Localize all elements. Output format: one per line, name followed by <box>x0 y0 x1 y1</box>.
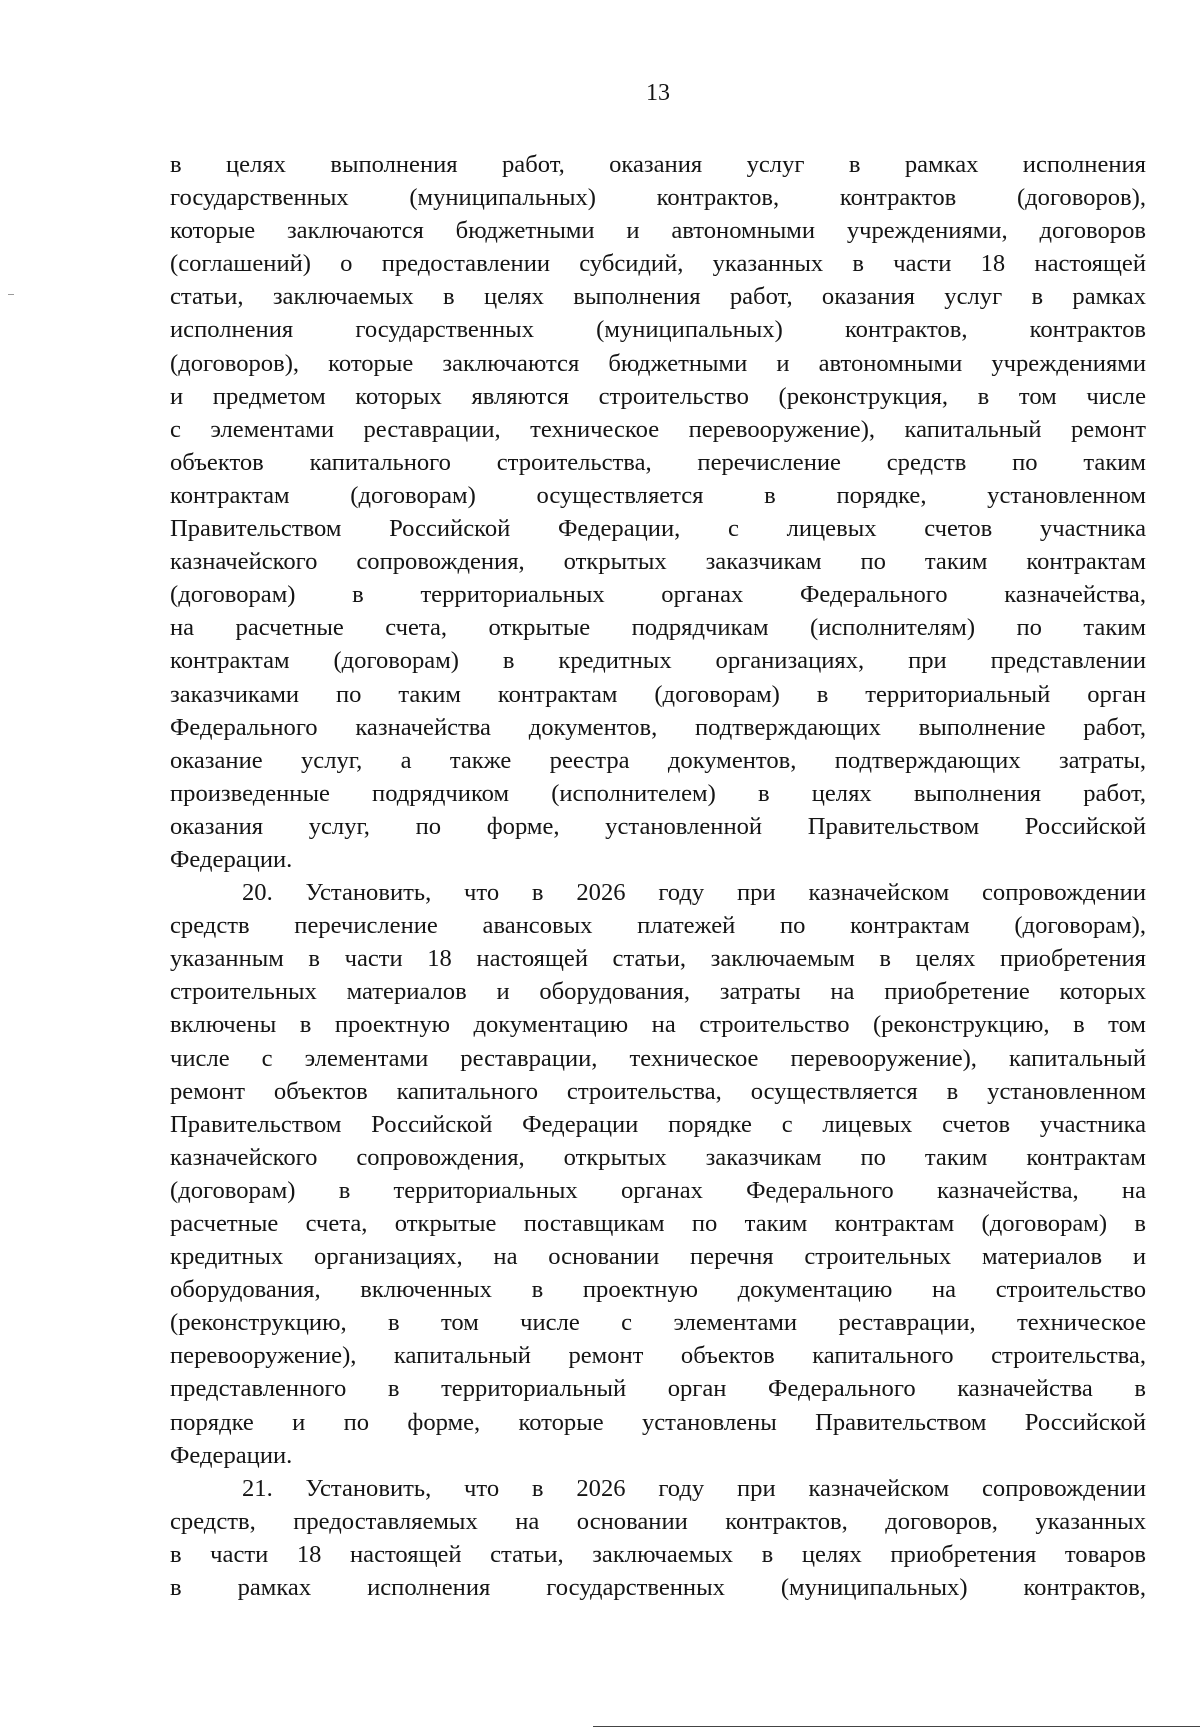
body-line: средств перечисление авансовых платежей по контрактам (договорам), <box>170 912 1146 940</box>
body-line: кредитных организациях, на основании перечня строительных материалов и <box>170 1243 1146 1271</box>
body-line: перевооружение), капитальный ремонт объектов капитального строительства, <box>170 1342 1146 1370</box>
body-line: включены в проектную документацию на строительство (реконструкцию, в том <box>170 1011 1146 1039</box>
body-line: (соглашений) о предоставлении субсидий, указанных в части 18 настоящей <box>170 250 1146 278</box>
body-line: ремонт объектов капитального строительства, осуществляется в установленном <box>170 1077 1146 1105</box>
body-line: на расчетные счета, открытые подрядчикам (исполнителям) по таким <box>170 614 1146 642</box>
body-line: Правительством Российской Федерации, с лицевых счетов участника <box>170 515 1146 543</box>
body-line: и предметом которых являются строительство (реконструкция, в том числе <box>170 382 1146 410</box>
paragraph-start-20: 20. Установить, что в 2026 году при казначейском сопровождении <box>242 879 1146 907</box>
body-line: Правительством Российской Федерации порядке с лицевых счетов участника <box>170 1110 1146 1138</box>
body-line: в целях выполнения работ, оказания услуг в рамках исполнения <box>170 151 1146 178</box>
body-line: (договорам) в территориальных органах Федерального казначейства, на <box>170 1176 1146 1204</box>
body-line: строительных материалов и оборудования, затраты на приобретение которых <box>170 978 1146 1006</box>
body-line: контрактам (договорам) осуществляется в порядке, установленном <box>170 481 1146 509</box>
body-line: которые заключаются бюджетными и автономными учреждениями, договоров <box>170 217 1146 245</box>
body-line: (договорам) в территориальных органах Федерального казначейства, <box>170 581 1146 609</box>
body-line: оказание услуг, а также реестра документов, подтверждающих затраты, <box>170 746 1146 774</box>
body-line: в части 18 настоящей статьи, заключаемых в целях приобретения товаров <box>170 1540 1146 1568</box>
body-line: (реконструкцию, в том числе с элементами реставрации, техническое <box>170 1309 1146 1337</box>
body-line: статьи, заключаемых в целях выполнения работ, оказания услуг в рамках <box>170 283 1146 311</box>
body-line: оказания услуг, по форме, установленной Правительством Российской <box>170 812 1146 840</box>
body-line: объектов капитального строительства, перечисление средств по таким <box>170 448 1146 476</box>
body-line: расчетные счета, открытые поставщикам по таким контрактам (договорам) в <box>170 1210 1146 1237</box>
scan-bottom-edge-line <box>593 1726 1200 1727</box>
body-line: Федерального казначейства документов, подтверждающих выполнение работ, <box>170 713 1146 741</box>
body-line: средств, предоставляемых на основании контрактов, договоров, указанных <box>170 1507 1146 1535</box>
body-line: числе с элементами реставрации, техническое перевооружение), капитальный <box>170 1044 1146 1072</box>
body-line: порядке и по форме, которые установлены Правительством Российской <box>170 1408 1146 1436</box>
document-body <box>170 148 1146 1604</box>
body-line: представленного в территориальный орган Федерального казначейства в <box>170 1375 1146 1403</box>
body-line: указанным в части 18 настоящей статьи, заключаемым в целях приобретения <box>170 945 1146 973</box>
body-line: (договоров), которые заключаются бюджетными и автономными учреждениями <box>170 349 1146 377</box>
body-line: заказчиками по таким контрактам (договорам) в территориальный орган <box>170 680 1146 708</box>
body-line: государственных (муниципальных) контрактов, контрактов (договоров), <box>170 184 1146 212</box>
body-line: произведенные подрядчиком (исполнителем) в целях выполнения работ, <box>170 779 1146 807</box>
body-line: казначейского сопровождения, открытых заказчикам по таким контрактам <box>170 1143 1146 1171</box>
body-line: с элементами реставрации, техническое перевооружение), капитальный ремонт <box>170 415 1146 443</box>
page-number: 13 <box>646 80 670 106</box>
body-line: в рамках исполнения государственных (муниципальных) контрактов, <box>170 1574 1146 1602</box>
body-line: Федерации. <box>170 845 293 873</box>
body-line: Федерации. <box>170 1441 293 1469</box>
paragraph-start-21: 21. Установить, что в 2026 году при казначейском сопровождении <box>242 1474 1146 1502</box>
scan-edge-mark <box>8 294 14 295</box>
body-line: оборудования, включенных в проектную документацию на строительство <box>170 1276 1146 1304</box>
body-line: контрактам (договорам) в кредитных организациях, при представлении <box>170 647 1146 675</box>
body-line: казначейского сопровождения, открытых заказчикам по таким контрактам <box>170 548 1146 576</box>
body-line: исполнения государственных (муниципальных) контрактов, контрактов <box>170 316 1146 344</box>
